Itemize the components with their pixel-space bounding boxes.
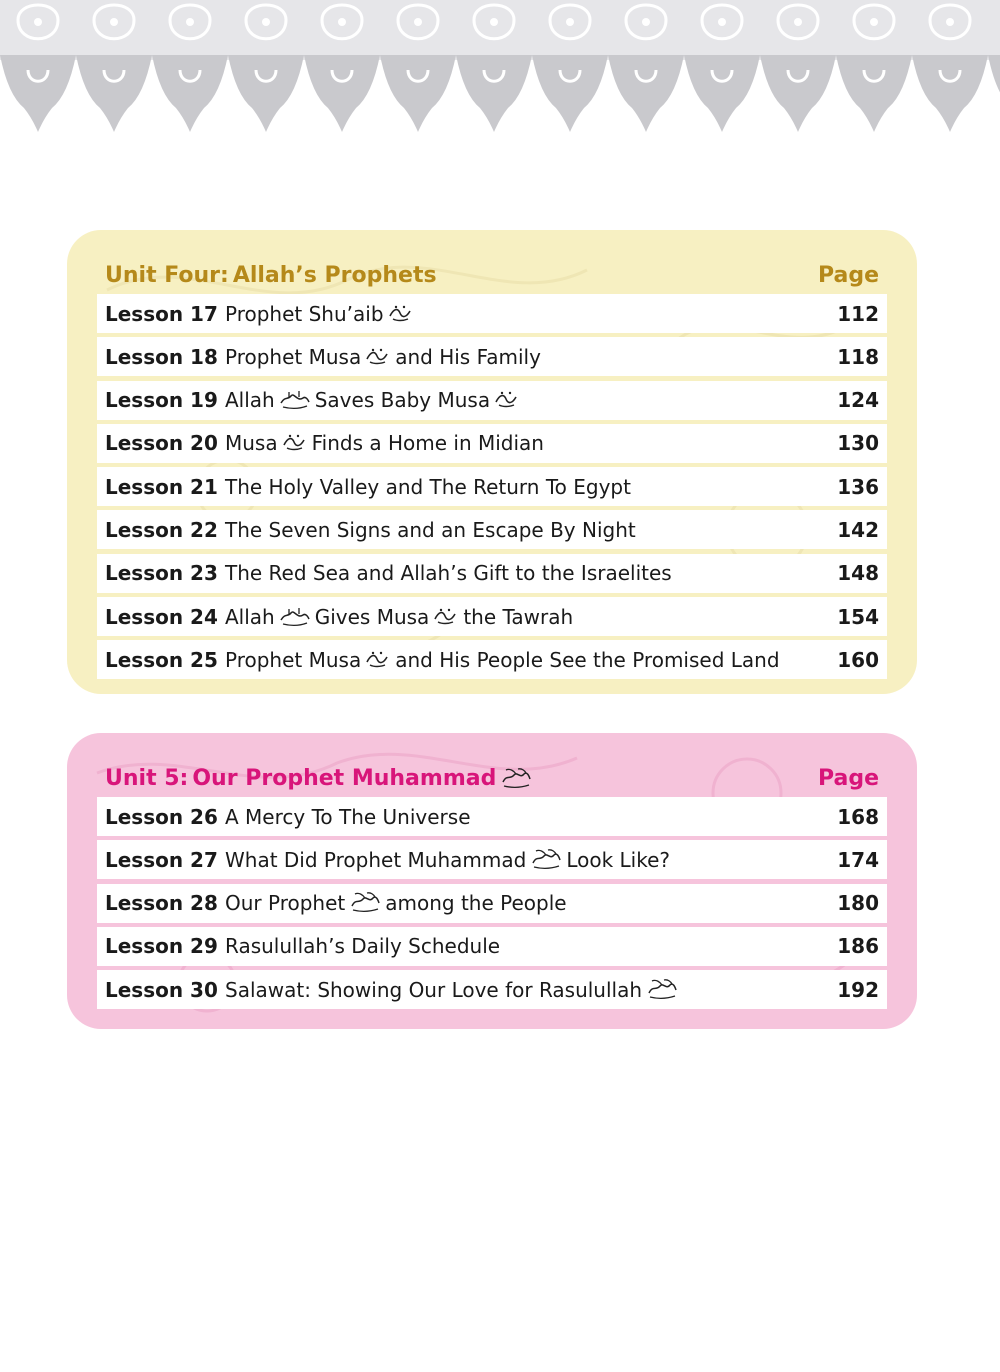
subhanahu-icon — [279, 607, 311, 627]
ornament-dot — [110, 18, 118, 26]
ornament-arch — [608, 55, 684, 132]
lesson-title: What Did Prophet Muhammad Look Like? — [225, 847, 671, 872]
lesson-page-number: 160 — [837, 647, 879, 672]
alayhis-salam-icon — [388, 304, 414, 324]
lesson-label: Lesson 29 — [105, 934, 218, 959]
lesson-title: The Seven Signs and an Escape By Night — [225, 517, 636, 542]
alayhis-salam-icon — [494, 390, 520, 410]
unit-five-table — [67, 733, 917, 1029]
lesson-row-30[interactable] — [97, 970, 887, 1009]
page-column-header: Page — [817, 766, 879, 791]
lesson-title: Allah Saves Baby Musa — [225, 388, 799, 412]
alayhis-salam-icon — [365, 347, 391, 367]
lesson-row-18[interactable] — [97, 337, 887, 376]
lesson-page-number: 148 — [837, 561, 879, 586]
ornament-dot — [870, 18, 878, 26]
ornament-dot — [718, 18, 726, 26]
lesson-page-number: 142 — [837, 517, 879, 542]
ornament-dot — [338, 18, 346, 26]
alayhis-salam-icon — [365, 650, 391, 670]
alayhis-salam-icon — [282, 433, 308, 453]
ornament-arch — [760, 55, 836, 132]
ornament-arch — [0, 55, 76, 132]
lesson-row-28[interactable] — [97, 884, 887, 923]
unit-five-title: Our Prophet Muhammad — [192, 766, 497, 791]
lesson-row-27[interactable] — [97, 840, 887, 879]
salla-allahu-icon — [530, 849, 562, 871]
salla-allahu-icon — [646, 979, 678, 1001]
lesson-label: Lesson 28 — [105, 891, 218, 916]
ornament-arch — [684, 55, 760, 132]
lesson-row-25[interactable] — [97, 640, 887, 679]
lesson-title: Allah Gives Musa the Tawrah — [225, 604, 574, 629]
lesson-label: Lesson 22 — [105, 517, 218, 542]
lesson-label: Lesson 25 — [105, 647, 218, 672]
lesson-page-number: 180 — [837, 891, 879, 916]
lesson-row-20[interactable] — [97, 424, 887, 463]
ornament-arch — [304, 55, 380, 132]
unit-four-title: Allah’s Prophets — [232, 263, 437, 288]
lesson-row-26[interactable] — [97, 797, 887, 836]
lesson-page-number: 174 — [837, 847, 879, 872]
lesson-row-21[interactable] — [97, 467, 887, 506]
ornament-dot — [34, 18, 42, 26]
ornament-arch — [228, 55, 304, 132]
ornament-dot — [262, 18, 270, 26]
lesson-label: Lesson 30 — [105, 977, 218, 1002]
lesson-title: The Red Sea and Allah’s Gift to the Israelites — [225, 561, 672, 586]
lesson-page-number: 118 — [837, 344, 879, 369]
ornament-band — [0, 0, 1000, 60]
unit-four-table — [67, 230, 917, 694]
page-column-header: Page — [817, 263, 879, 288]
lesson-label: Lesson 26 — [105, 804, 218, 829]
ornament-arch — [152, 55, 228, 132]
lesson-label: Lesson 21 — [105, 474, 218, 499]
lesson-label: Lesson 17 — [105, 301, 218, 326]
ornament-dot — [566, 18, 574, 26]
lesson-title: Musa Finds a Home in Midian — [225, 431, 544, 456]
ornament-arch — [380, 55, 456, 132]
lesson-page-number: 130 — [837, 431, 879, 456]
ornament-arch — [532, 55, 608, 132]
lesson-title: Rasulullah’s Daily Schedule — [225, 934, 501, 959]
lesson-label: Lesson 27 — [105, 847, 218, 872]
lesson-row-19[interactable] — [97, 381, 887, 420]
lesson-title: Prophet Musa and His People See the Promised Land — [225, 647, 780, 672]
lesson-row-24[interactable] — [97, 597, 887, 636]
ornament-dot — [490, 18, 498, 26]
salla-allahu-icon — [349, 892, 381, 914]
lesson-title: A Mercy To The Universe — [225, 804, 471, 829]
unit-four-header — [97, 252, 887, 294]
ornament-dot — [642, 18, 650, 26]
lesson-page-number: 186 — [837, 934, 879, 959]
unit-four-title-prefix: Unit Four: — [105, 263, 229, 288]
ornament-dot — [794, 18, 802, 26]
ornament-arch — [912, 55, 988, 132]
salla-allahu-icon — [500, 768, 532, 790]
ornament-arch — [988, 55, 1000, 132]
lesson-title: Our Prophet among the People — [225, 891, 567, 916]
ornament-dot — [186, 18, 194, 26]
subhanahu-icon — [279, 390, 311, 410]
lesson-title: The Holy Valley and The Return To Egypt — [225, 474, 631, 499]
lesson-label: Lesson 23 — [105, 561, 218, 586]
lesson-row-22[interactable] — [97, 510, 887, 549]
lesson-page-number: 136 — [837, 474, 879, 499]
lesson-title: Prophet Musa and His Family — [225, 344, 541, 369]
arabesque-border-ornament — [0, 0, 1000, 135]
ornament-arch — [836, 55, 912, 132]
lesson-page-number: 168 — [837, 804, 879, 829]
ornament-dot — [414, 18, 422, 26]
lesson-label: Lesson 18 — [105, 344, 218, 369]
lesson-page-number: 124 — [837, 388, 879, 413]
unit-five-title-prefix: Unit 5: — [105, 766, 189, 791]
ornament-arch — [76, 55, 152, 132]
lesson-title: Salawat: Showing Our Love for Rasulullah — [225, 978, 799, 1002]
lesson-row-29[interactable] — [97, 927, 887, 966]
alayhis-salam-icon — [433, 607, 459, 627]
lesson-page-number: 112 — [837, 301, 879, 326]
lesson-label: Lesson 24 — [105, 604, 218, 629]
lesson-row-17[interactable] — [97, 294, 887, 333]
lesson-page-number: 154 — [837, 604, 879, 629]
lesson-label: Lesson 20 — [105, 431, 218, 456]
unit-five-header — [97, 755, 887, 797]
lesson-title: Prophet Shu’aib — [225, 302, 799, 326]
lesson-label: Lesson 19 — [105, 388, 218, 413]
ornament-arch — [456, 55, 532, 132]
lesson-page-number: 192 — [837, 977, 879, 1002]
lesson-row-23[interactable] — [97, 554, 887, 593]
ornament-dot — [946, 18, 954, 26]
